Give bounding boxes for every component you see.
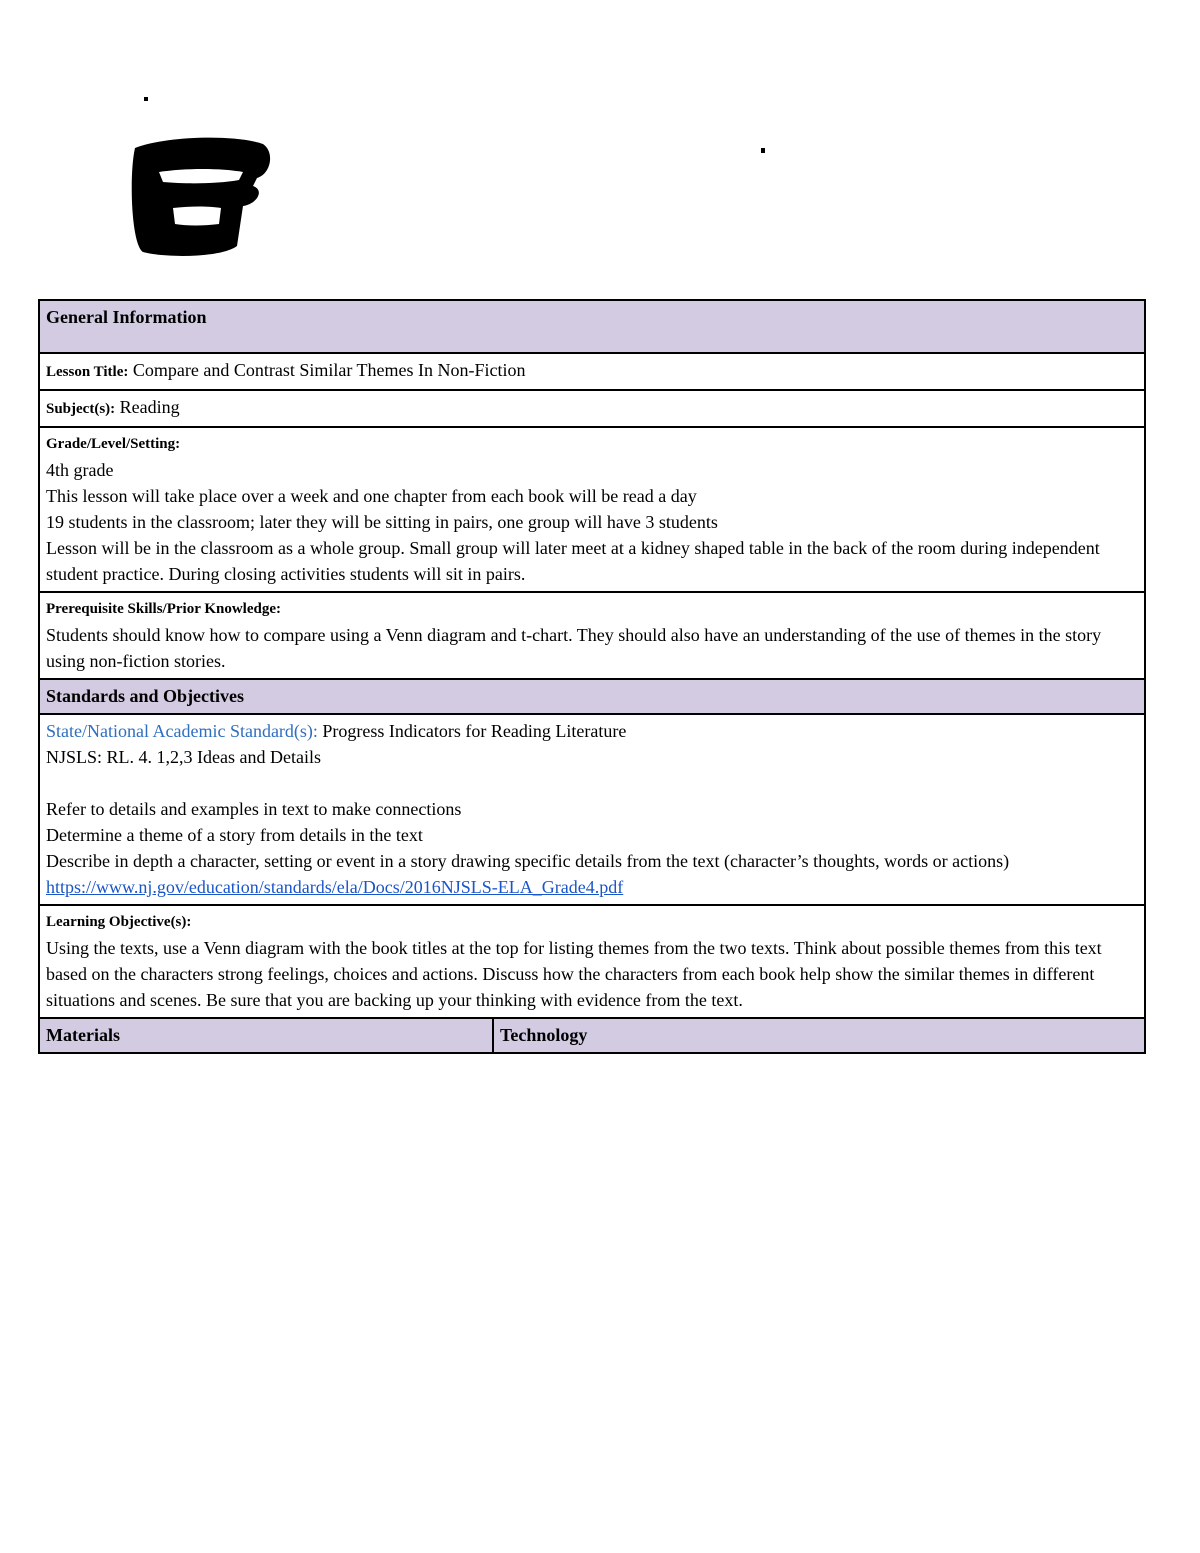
- section-heading: Materials: [46, 1025, 120, 1045]
- stray-mark: [144, 97, 148, 101]
- lesson-title-value: Compare and Contrast Similar Themes In Non-Fiction: [132, 360, 526, 380]
- grade-line: 19 students in the classroom; later they will be sitting in pairs, one group will have 3 students: [46, 512, 718, 532]
- standard-item: Describe in depth a character, setting or event in a story drawing specific details from the text (character’s thoughts, words or actions): [46, 851, 1010, 871]
- grade-level-label: Grade/Level/Setting:: [46, 436, 181, 452]
- subjects-label: Subject(s):: [46, 401, 116, 417]
- subjects-value: Reading: [119, 397, 180, 417]
- general-information-header: [39, 300, 1145, 353]
- materials-header: [39, 1018, 493, 1053]
- standard-label: State/National Academic Standard(s):: [46, 721, 318, 741]
- subjects-cell: [39, 390, 1145, 427]
- lesson-plan-table: [38, 299, 1146, 1054]
- standard-title: Progress Indicators for Reading Literature: [322, 721, 627, 741]
- grade-line: 4th grade: [46, 460, 114, 480]
- learning-objectives-cell: [39, 905, 1145, 1018]
- lesson-title-cell: [39, 353, 1145, 390]
- section-heading: General Information: [46, 307, 207, 327]
- standards-cell: [39, 714, 1145, 905]
- section-heading: Standards and Objectives: [46, 686, 245, 706]
- prerequisite-skills-cell: [39, 592, 1145, 679]
- standards-objectives-header: [39, 679, 1145, 714]
- standard-item: Determine a theme of a story from details in the text: [46, 825, 423, 845]
- njsls-code: NJSLS: RL. 4. 1,2,3 Ideas and Details: [46, 747, 321, 767]
- logo-mark: [125, 134, 273, 260]
- grade-level-setting-cell: [39, 427, 1145, 592]
- prerequisite-text: Students should know how to compare using a Venn diagram and t-chart. They should also have an understanding of the use of themes in the story using non-fiction stories.: [46, 625, 1102, 671]
- section-heading: Technology: [500, 1025, 588, 1045]
- learning-objectives-label: Learning Objective(s):: [46, 914, 192, 930]
- grade-line: Lesson will be in the classroom as a whole group. Small group will later meet at a kidney shaped table in the back of the room during independent student practice. During closing activities students will sit in pairs.: [46, 538, 1100, 584]
- standards-link[interactable]: https://www.nj.gov/education/standards/ela/Docs/2016NJSLS-ELA_Grade4.pdf: [46, 877, 624, 897]
- grade-line: This lesson will take place over a week and one chapter from each book will be read a day: [46, 486, 697, 506]
- standard-item: Refer to details and examples in text to make connections: [46, 799, 462, 819]
- learning-objectives-text: Using the texts, use a Venn diagram with the book titles at the top for listing themes from the two texts. Think about possible themes from this text based on the characters strong feelings, choices and actions. Discuss how the characters from each book help show the similar themes in different situations and scenes. Be sure that you are backing up your thinking with evidence from the text.: [46, 938, 1102, 1010]
- technology-header: [493, 1018, 1145, 1053]
- stray-mark: [761, 148, 765, 153]
- lesson-title-label: Lesson Title:: [46, 364, 129, 380]
- prerequisite-label: Prerequisite Skills/Prior Knowledge:: [46, 601, 281, 617]
